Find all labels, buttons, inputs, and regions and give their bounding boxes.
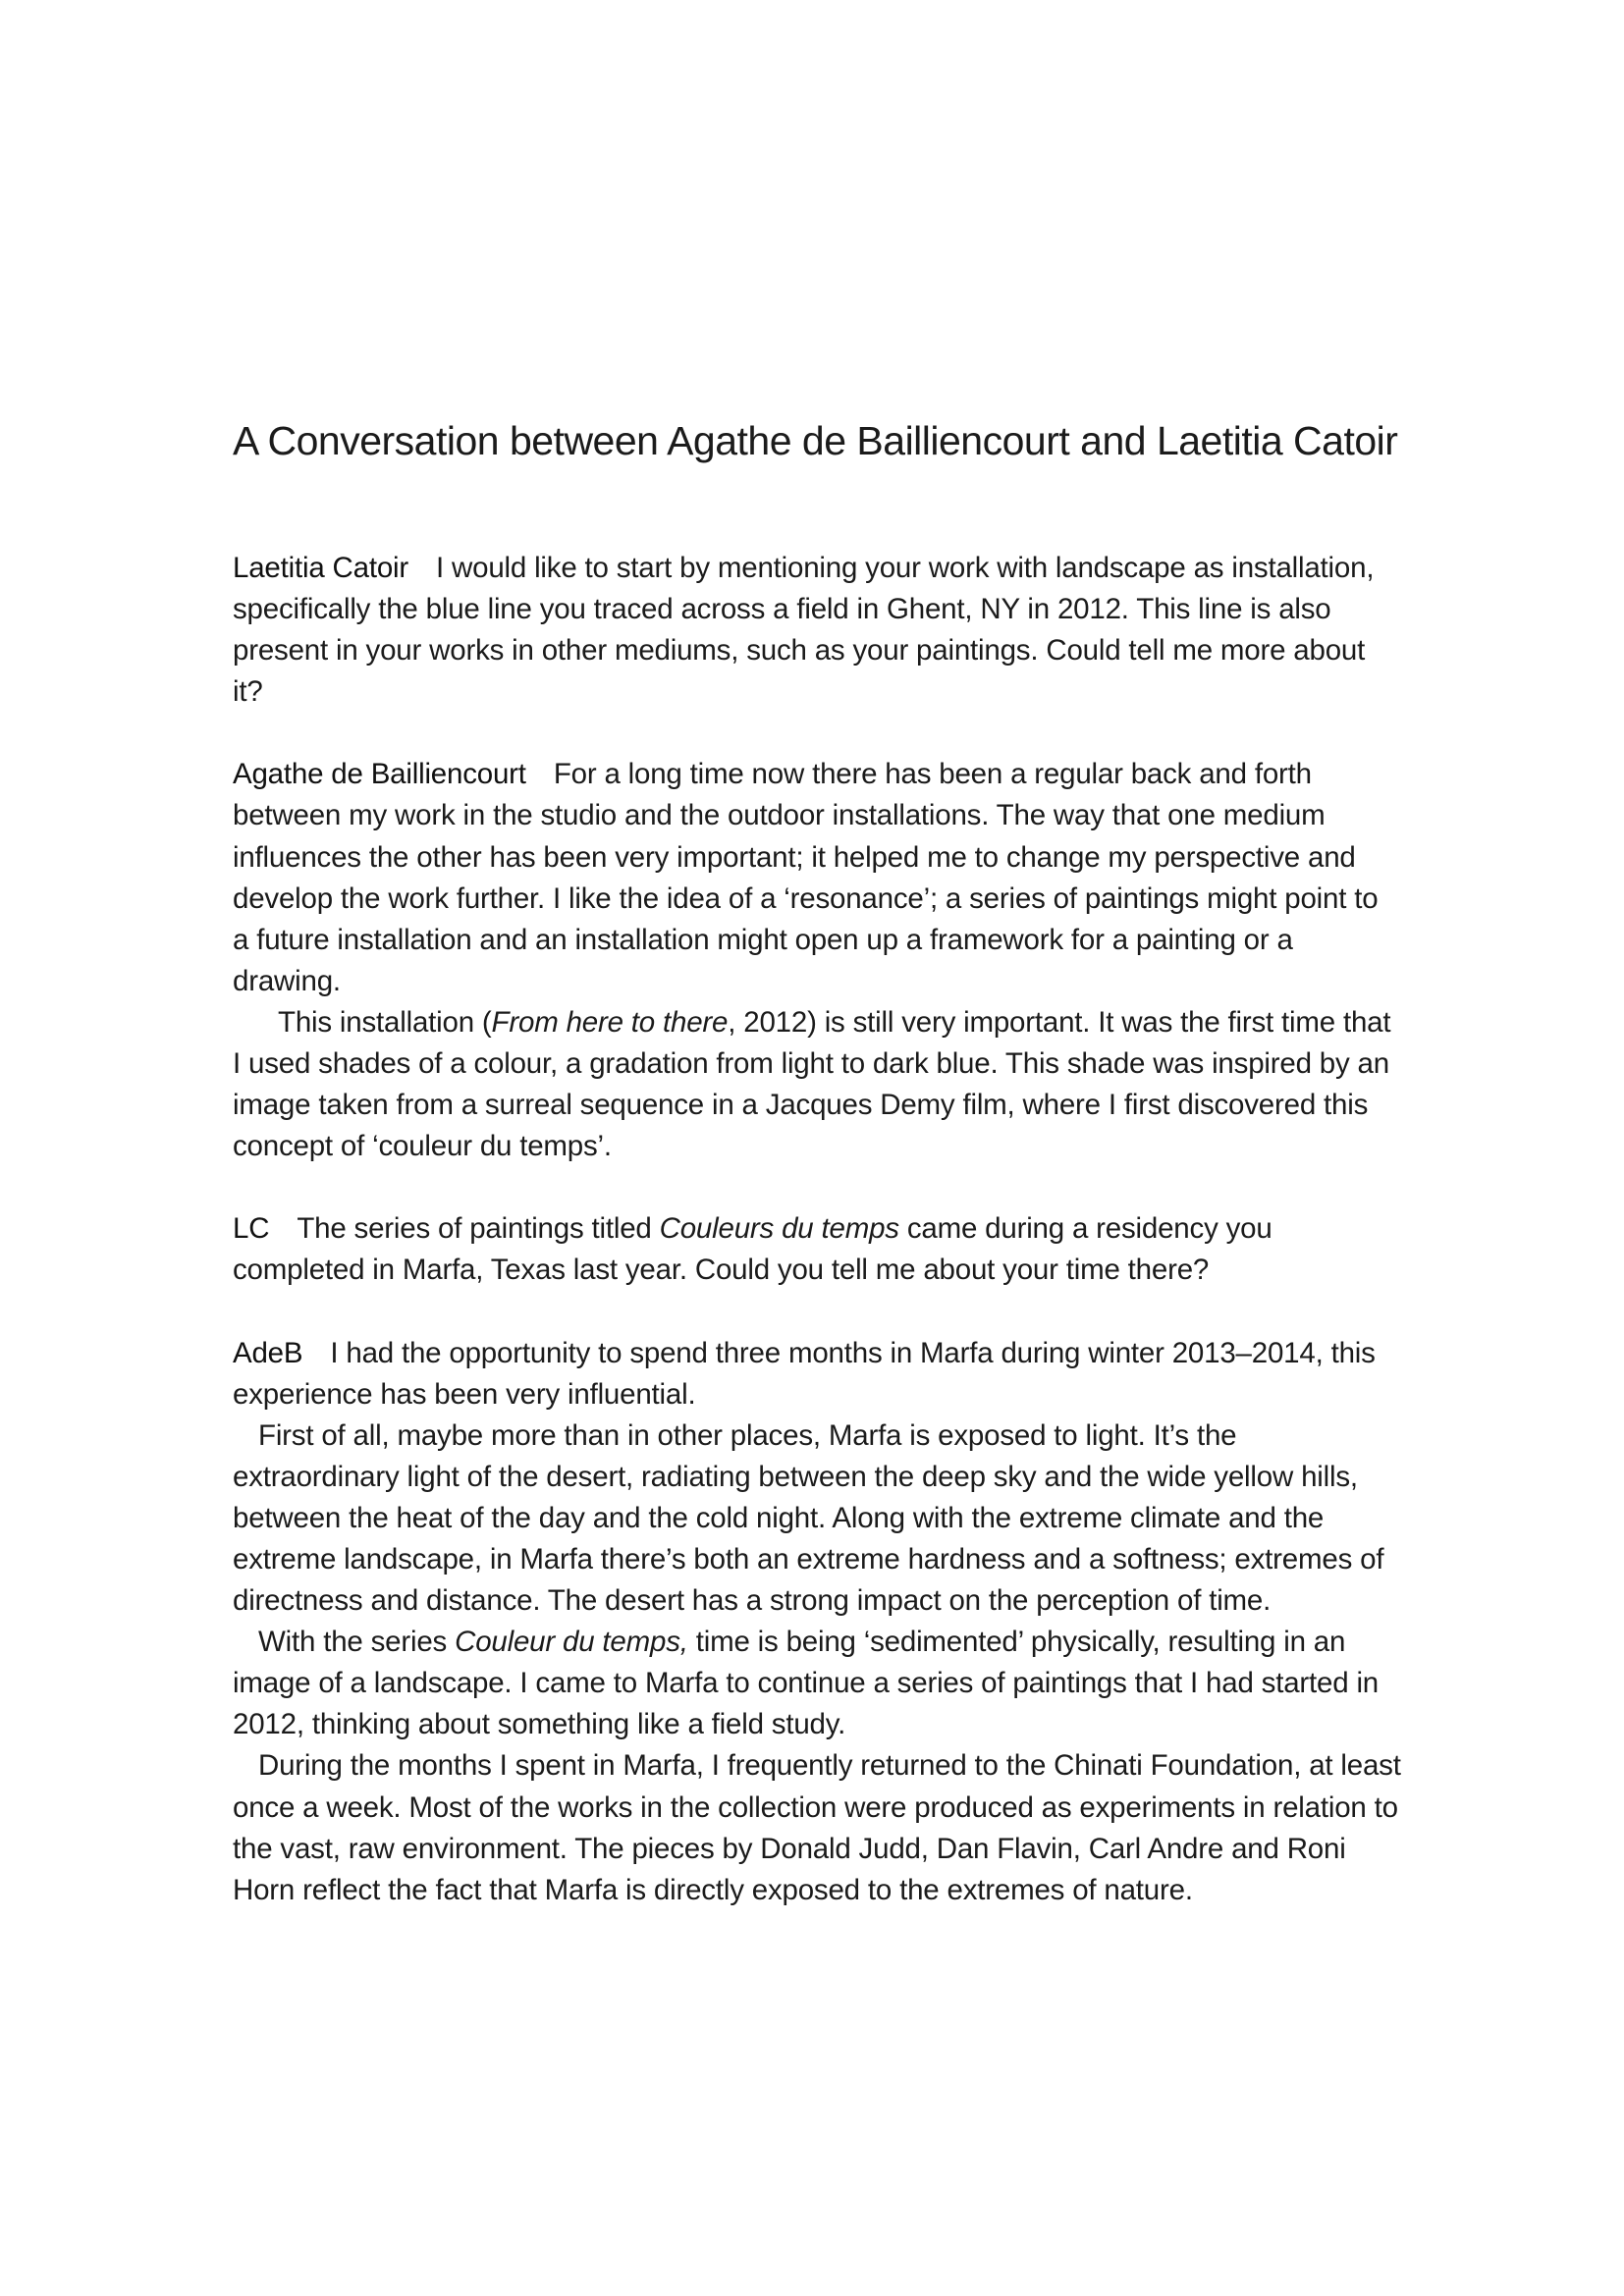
dialogue-block xyxy=(233,754,1401,1167)
text-segment: The series of paintings titled xyxy=(297,1212,660,1246)
text-segment: , 2012) is still very important. It was the first time that I used shades of a colour, a gradation from light to dark blue. This shade was inspired by an image taken from a surreal sequence in a Jacques Demy film, where I first discovered this concept of ‘couleur du temps’. xyxy=(233,1005,1391,1163)
dialogue-paragraph xyxy=(233,1622,1401,1745)
page-title: A Conversation between Agathe de Bailliencourt and Laetitia Catoir xyxy=(233,418,1398,463)
text-segment: I would like to start by mentioning your work with landscape as installation, specifically the blue line you traced across a field in Ghent, NY in 2012. This line is also present in your works in other mediums, such as your paintings. Could tell me more about it? xyxy=(233,552,1375,709)
dialogue-paragraph xyxy=(233,1208,1401,1291)
artwork-title: Couleur du temps, xyxy=(455,1626,688,1659)
dialogue-paragraph xyxy=(233,1745,1401,1910)
speaker-name: Agathe de Bailliencourt xyxy=(233,758,526,791)
dialogue-paragraph xyxy=(233,1415,1401,1622)
text-segment: came during a residency you completed in Marfa, Texas last year. Could you tell me about your time there? xyxy=(233,1212,1272,1287)
dialogue-block xyxy=(233,1333,1401,1911)
dialogue-paragraph xyxy=(233,754,1401,1002)
text-segment: time is being ‘sedimented’ physically, resulting in an image of a landscape. I came to Marfa to continue a series of paintings that I had started in 2012, thinking about something like a field study. xyxy=(233,1626,1380,1741)
text-segment: This installation ( xyxy=(278,1005,492,1039)
artwork-title: From here to there xyxy=(491,1005,729,1039)
text-segment: For a long time now there has been a regular back and forth between my work in the studio and the outdoor installations. The way that one medium influences the other has been very important; it helped me to change my perspective and develop the work further. I like the idea of a ‘resonance’; a series of paintings might point to a future installation and an installation might open up a framework for a painting or a drawing. xyxy=(233,758,1379,997)
dialogue-block xyxy=(233,1208,1401,1291)
conversation-body xyxy=(233,548,1401,1952)
text-segment: With the series xyxy=(258,1626,456,1659)
text-segment: During the months I spent in Marfa, I frequently returned to the Chinati Foundation, at least once a week. Most of the works in the collection were produced as experiments in relation to the vast, raw environment. The pieces by Donald Judd, Dan Flavin, Carl Andre and Roni Horn reflect the fact that Marfa is directly exposed to the extremes of nature. xyxy=(233,1749,1401,1906)
text-segment: First of all, maybe more than in other places, Marfa is exposed to light. It’s the extraordinary light of the desert, radiating between the deep sky and the wide yellow hills, between the heat of the day and the cold night. Along with the extreme climate and the extreme landscape, in Marfa there’s both an extreme hardness and a softness; extremes of directness and distance. The desert has a strong impact on the perception of time. xyxy=(233,1418,1384,1618)
dialogue-paragraph xyxy=(233,548,1401,713)
dialogue-paragraph xyxy=(233,1333,1401,1415)
artwork-title: Couleurs du temps xyxy=(659,1212,899,1246)
speaker-name: Laetitia Catoir xyxy=(233,552,409,584)
dialogue-paragraph xyxy=(233,1002,1401,1167)
speaker-name: AdeB xyxy=(233,1336,303,1369)
text-segment: I had the opportunity to spend three months in Marfa during winter 2013–2014, this experience has been very influential. xyxy=(233,1336,1376,1411)
dialogue-block xyxy=(233,548,1401,713)
speaker-name: LC xyxy=(233,1212,270,1246)
